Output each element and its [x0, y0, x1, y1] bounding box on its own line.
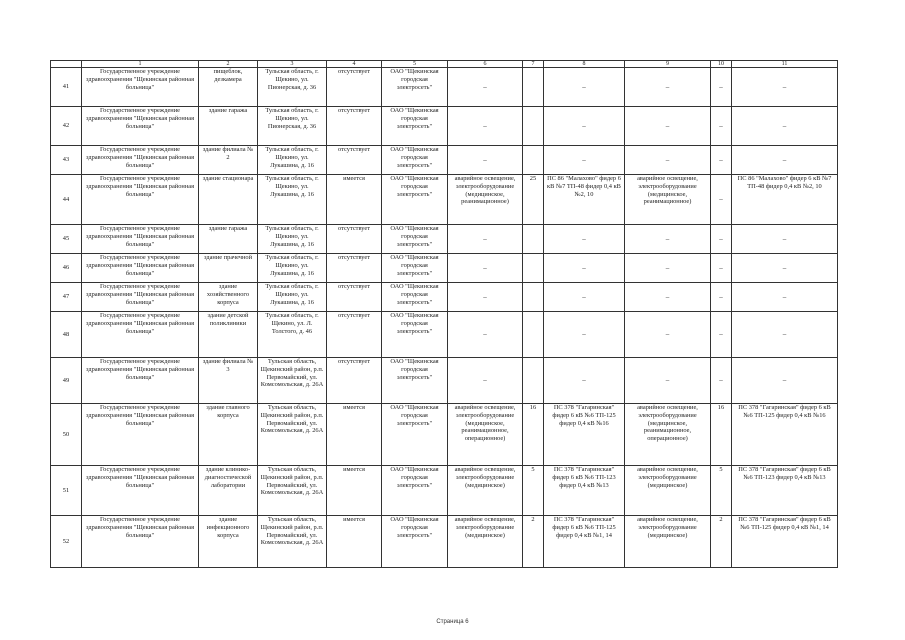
table-cell-col-4: имеется [327, 466, 382, 516]
table-row [51, 283, 838, 312]
table-cell-col-7: 2 [523, 516, 544, 568]
table-row [51, 466, 838, 516]
table-cell-col-10: 5 [711, 466, 732, 516]
row-number: 41 [51, 68, 82, 107]
header-cell: 6 [448, 61, 523, 68]
table-cell-col-5: ОАО "Щекинская городская электросеть" [382, 68, 448, 107]
table-cell-col-5: ОАО "Щекинская городская электросеть" [382, 358, 448, 404]
header-cell: 2 [199, 61, 258, 68]
table-cell-col-1: Государственное учреждение здравоохранения "Щекинская районная больница" [82, 358, 199, 404]
table-cell-col-8: ПС 378 "Гагаринская" фидер 6 кВ №6 ТП-123 фидер 0,4 кВ №13 [544, 466, 625, 516]
table-cell-col-6: – [448, 68, 523, 107]
table-cell-col-1: Государственное учреждение здравоохранения "Щекинская районная больница" [82, 254, 199, 283]
table-cell-col-5: ОАО "Щекинская городская электросеть" [382, 283, 448, 312]
table-cell-col-6: – [448, 146, 523, 175]
table-cell-col-8: ПС 378 "Гагаринская" фидер 6 кВ №6 ТП-125 фидер 0,4 кВ №16 [544, 404, 625, 466]
table-cell-col-9: – [625, 107, 711, 146]
table-cell-col-3: Тульская область, Щекинский район, р.п. Первомайский, ул. Комсомольская, д. 26А [258, 466, 327, 516]
table-cell-col-9: – [625, 312, 711, 358]
table-cell-col-6: – [448, 312, 523, 358]
table-cell-col-2: здание прачечной [199, 254, 258, 283]
table-cell-col-5: ОАО "Щекинская городская электросеть" [382, 404, 448, 466]
table-row [51, 404, 838, 466]
header-cell: 5 [382, 61, 448, 68]
table-cell-col-9: – [625, 146, 711, 175]
power-supply-table [50, 60, 838, 568]
table-cell-col-3: Тульская область, г. Щекино, ул. Лукашина, д. 16 [258, 283, 327, 312]
table-cell-col-5: ОАО "Щекинская городская электросеть" [382, 254, 448, 283]
header-cell: 9 [625, 61, 711, 68]
table-cell-col-7 [523, 107, 544, 146]
header-cell: 7 [523, 61, 544, 68]
table-cell-col-7: 16 [523, 404, 544, 466]
table-cell-col-4: отсутствует [327, 68, 382, 107]
table-cell-col-5: ОАО "Щекинская городская электросеть" [382, 312, 448, 358]
table-cell-col-8: – [544, 254, 625, 283]
table-row [51, 254, 838, 283]
header-cell: 11 [732, 61, 838, 68]
row-number: 51 [51, 466, 82, 516]
row-number: 50 [51, 404, 82, 466]
table-cell-col-1: Государственное учреждение здравоохранения "Щекинская районная больница" [82, 146, 199, 175]
table-cell-col-4: имеется [327, 404, 382, 466]
row-number: 42 [51, 107, 82, 146]
table-cell-col-6: – [448, 283, 523, 312]
table-cell-col-3: Тульская область, Щекинский район, р.п. Первомайский, ул. Комсомольская, д. 26А [258, 516, 327, 568]
row-number: 46 [51, 254, 82, 283]
table-cell-col-10: 16 [711, 404, 732, 466]
table-cell-col-2: здание гаража [199, 225, 258, 254]
table-cell-col-8: – [544, 107, 625, 146]
table-cell-col-4: отсутствует [327, 107, 382, 146]
table-cell-col-2: здание гаража [199, 107, 258, 146]
table-cell-col-6: аварийное освещение, электрооборудование (медицинское, реанимационное) [448, 175, 523, 225]
table-cell-col-6: аварийное освещение, электрооборудование (медицинское, реанимационное, операционное) [448, 404, 523, 466]
table-cell-col-9: – [625, 225, 711, 254]
table-row [51, 175, 838, 225]
table-cell-col-1: Государственное учреждение здравоохранения "Щекинская районная больница" [82, 404, 199, 466]
row-number: 47 [51, 283, 82, 312]
table-cell-col-11: – [732, 68, 838, 107]
table-cell-col-5: ОАО "Щекинская городская электросеть" [382, 107, 448, 146]
table-cell-col-7 [523, 358, 544, 404]
table-cell-col-3: Тульская область, Щекинский район, р.п. Первомайский, ул. Комсомольская, д. 26А [258, 358, 327, 404]
table-cell-col-5: ОАО "Щекинская городская электросеть" [382, 466, 448, 516]
table-cell-col-2: здание стационара [199, 175, 258, 225]
header-cell: 1 [82, 61, 199, 68]
table-cell-col-6: – [448, 358, 523, 404]
table-cell-col-1: Государственное учреждение здравоохранения "Щекинская районная больница" [82, 312, 199, 358]
table-cell-col-11: – [732, 283, 838, 312]
table-cell-col-5: ОАО "Щекинская городская электросеть" [382, 175, 448, 225]
table-cell-col-4: отсутствует [327, 225, 382, 254]
table-cell-col-2: здание инфекционного корпуса [199, 516, 258, 568]
table-cell-col-3: Тульская область, г. Щекино, ул. Лукашина, д. 16 [258, 254, 327, 283]
table-row [51, 358, 838, 404]
table-cell-col-10: 2 [711, 516, 732, 568]
table-row [51, 312, 838, 358]
row-number: 45 [51, 225, 82, 254]
table-cell-col-9: – [625, 283, 711, 312]
row-number: 49 [51, 358, 82, 404]
table-cell-col-1: Государственное учреждение здравоохранения "Щекинская районная больница" [82, 107, 199, 146]
row-number: 44 [51, 175, 82, 225]
table-cell-col-9: аварийное освещение, электрооборудование (медицинское, реанимационное) [625, 175, 711, 225]
header-row [51, 61, 838, 68]
table-cell-col-2: здание филиала № 2 [199, 146, 258, 175]
table-cell-col-8: – [544, 225, 625, 254]
table-cell-col-2: здание клинико-диагностической лаборатории [199, 466, 258, 516]
table-cell-col-9: – [625, 254, 711, 283]
table-cell-col-11: ПС 86 "Малахово" фидер 6 кВ №7 ТП-48 фидер 0,4 кВ №2, 10 [732, 175, 838, 225]
table-cell-col-3: Тульская область, г. Щекино, ул. Лукашина, д. 16 [258, 146, 327, 175]
row-number: 48 [51, 312, 82, 358]
table-cell-col-9: – [625, 358, 711, 404]
table-cell-col-4: отсутствует [327, 312, 382, 358]
table-cell-col-8: – [544, 358, 625, 404]
table-cell-col-2: здание хозяйственного корпуса [199, 283, 258, 312]
header-cell: 8 [544, 61, 625, 68]
table-cell-col-4: отсутствует [327, 358, 382, 404]
table-cell-col-11: – [732, 312, 838, 358]
page-footer: Страница 6 [436, 619, 469, 625]
table-cell-col-1: Государственное учреждение здравоохранения "Щекинская районная больница" [82, 283, 199, 312]
table-cell-col-6: – [448, 225, 523, 254]
table-cell-col-11: – [732, 107, 838, 146]
table-cell-col-3: Тульская область, г. Щекино, ул. Лукашина, д. 16 [258, 175, 327, 225]
table-cell-col-2: здание филиала № 3 [199, 358, 258, 404]
table-cell-col-2: пищеблок, дезкамера [199, 68, 258, 107]
table-cell-col-4: имеется [327, 516, 382, 568]
table-cell-col-4: имеется [327, 175, 382, 225]
table-cell-col-3: Тульская область, г. Щекино, ул. Пионерская, д. 36 [258, 68, 327, 107]
table-cell-col-7: 5 [523, 466, 544, 516]
table-cell-col-10: – [711, 175, 732, 225]
table-cell-col-4: отсутствует [327, 283, 382, 312]
table-cell-col-8: ПС 86 "Малахово" фидер 6 кВ №7 ТП-48 фидер 0,4 кВ №2, 10 [544, 175, 625, 225]
table-cell-col-11: – [732, 254, 838, 283]
table-cell-col-7 [523, 312, 544, 358]
table-cell-col-9: – [625, 68, 711, 107]
table-cell-col-3: Тульская область, г. Щекино, ул. Лукашина, д. 16 [258, 225, 327, 254]
table-cell-col-10: – [711, 107, 732, 146]
table-cell-col-10: – [711, 312, 732, 358]
table-cell-col-9: аварийное освещение, электрооборудование (медицинское) [625, 466, 711, 516]
table-cell-col-10: – [711, 146, 732, 175]
table-cell-col-1: Государственное учреждение здравоохранения "Щекинская районная больница" [82, 516, 199, 568]
table-cell-col-7 [523, 254, 544, 283]
table-cell-col-10: – [711, 358, 732, 404]
table-cell-col-7 [523, 225, 544, 254]
header-cell: 4 [327, 61, 382, 68]
row-number: 52 [51, 516, 82, 568]
table-cell-col-11: – [732, 146, 838, 175]
table-cell-col-9: аварийное освещение, электрооборудование (медицинское, реанимационное, операционное) [625, 404, 711, 466]
table-cell-col-8: – [544, 283, 625, 312]
table-cell-col-1: Государственное учреждение здравоохранения "Щекинская районная больница" [82, 225, 199, 254]
table-cell-col-11: – [732, 358, 838, 404]
table-cell-col-11: ПС 378 "Гагаринская" фидер 6 кВ №6 ТП-123 фидер 0,4 кВ №13 [732, 466, 838, 516]
header-cell: 3 [258, 61, 327, 68]
table-row [51, 107, 838, 146]
table-cell-col-6: – [448, 107, 523, 146]
table-cell-col-11: ПС 378 "Гагаринская" фидер 6 кВ №6 ТП-125 фидер 0,4 кВ №16 [732, 404, 838, 466]
row-number: 43 [51, 146, 82, 175]
header-cell [51, 61, 82, 68]
table-cell-col-5: ОАО "Щекинская городская электросеть" [382, 516, 448, 568]
table-cell-col-11: – [732, 225, 838, 254]
table-cell-col-10: – [711, 254, 732, 283]
table-cell-col-3: Тульская область, г. Щекино, ул. Пионерская, д. 36 [258, 107, 327, 146]
table-cell-col-6: – [448, 254, 523, 283]
table-cell-col-5: ОАО "Щекинская городская электросеть" [382, 146, 448, 175]
table-cell-col-4: отсутствует [327, 146, 382, 175]
table-cell-col-10: – [711, 283, 732, 312]
table-cell-col-10: – [711, 225, 732, 254]
table-cell-col-8: – [544, 68, 625, 107]
table-cell-col-10: – [711, 68, 732, 107]
table-cell-col-3: Тульская область, Щекинский район, р.п. Первомайский, ул. Комсомольская, д. 26А [258, 404, 327, 466]
table-row [51, 146, 838, 175]
table-row [51, 516, 838, 568]
table-cell-col-7 [523, 146, 544, 175]
table-cell-col-4: отсутствует [327, 254, 382, 283]
table-cell-col-2: здание детской поликлиники [199, 312, 258, 358]
table-cell-col-1: Государственное учреждение здравоохранения "Щекинская районная больница" [82, 466, 199, 516]
table-cell-col-7 [523, 283, 544, 312]
table-cell-col-8: – [544, 146, 625, 175]
table-cell-col-8: ПС 378 "Гагаринская" фидер 6 кВ №6 ТП-125 фидер 0,4 кВ №1, 14 [544, 516, 625, 568]
table-cell-col-8: – [544, 312, 625, 358]
table-cell-col-7 [523, 68, 544, 107]
table-cell-col-1: Государственное учреждение здравоохранения "Щекинская районная больница" [82, 68, 199, 107]
table-cell-col-6: аварийное освещение, электрооборудование (медицинское) [448, 466, 523, 516]
table-cell-col-9: аварийное освещение, электрооборудование (медицинское) [625, 516, 711, 568]
table-cell-col-3: Тульская область, г. Щекино, ул. Л. Толстого, д. 46 [258, 312, 327, 358]
header-cell: 10 [711, 61, 732, 68]
table-cell-col-1: Государственное учреждение здравоохранения "Щекинская районная больница" [82, 175, 199, 225]
table-cell-col-7: 25 [523, 175, 544, 225]
table-cell-col-5: ОАО "Щекинская городская электросеть" [382, 225, 448, 254]
table-row [51, 225, 838, 254]
table-row [51, 68, 838, 107]
table-cell-col-11: ПС 378 "Гагаринская" фидер 6 кВ №6 ТП-125 фидер 0,4 кВ №1, 14 [732, 516, 838, 568]
table-cell-col-2: здание главного корпуса [199, 404, 258, 466]
table-cell-col-6: аварийное освещение, электрооборудование (медицинское) [448, 516, 523, 568]
